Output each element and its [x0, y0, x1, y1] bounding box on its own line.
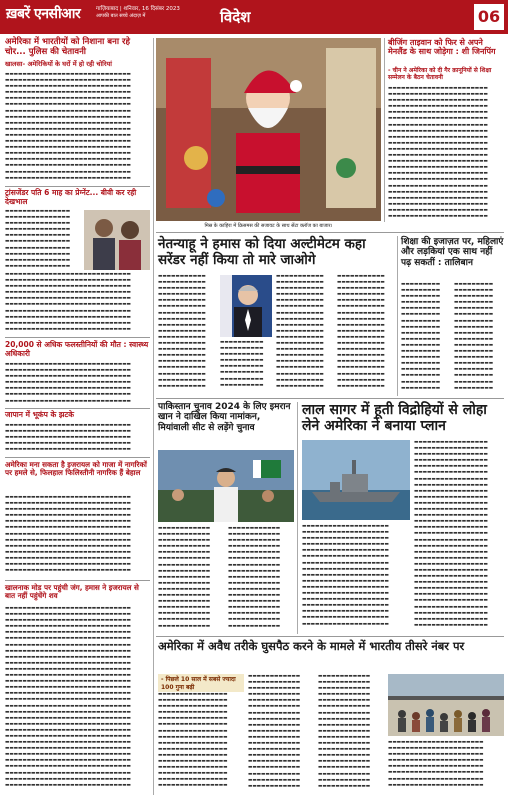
netanyahu-body-col1: ▬▬▬▬▬▬▬▬▬▬▬ ▬▬▬▬▬▬▬▬▬▬▬ ▬▬▬▬▬▬▬▬▬▬▬ ▬▬▬▬▬▬▬▬▬▬▬ ▬▬▬▬▬▬▬▬▬▬▬ ▬▬▬▬▬▬▬▬▬▬▬ ▬▬▬▬▬▬▬▬▬▬▬ ▬▬▬▬▬▬▬▬▬▬▬ ▬▬▬▬▬▬▬▬▬▬▬ ▬▬▬▬▬▬▬▬▬▬▬ ▬▬▬▬▬▬▬▬▬▬▬ ▬▬▬▬▬▬▬▬▬▬▬ ▬▬▬▬▬▬▬▬▬▬▬ ▬▬▬▬▬▬▬▬▬▬▬ ▬▬▬▬▬▬▬▬▬▬▬ ▬▬▬▬▬▬▬▬▬▬▬ ▬▬▬▬▬▬▬▬▬▬▬ ▬▬▬▬▬▬▬▬▬▬▬ ▬▬▬▬▬▬▬▬▬▬▬ — [158, 274, 206, 389]
usa-body-col4: ▬▬▬▬▬▬▬▬▬▬▬▬▬▬▬▬▬▬▬▬▬▬ ▬▬▬▬▬▬▬▬▬▬▬▬▬▬▬▬▬▬▬▬▬▬ ▬▬▬▬▬▬▬▬▬▬▬▬▬▬▬▬▬▬▬▬▬▬ ▬▬▬▬▬▬▬▬▬▬▬▬▬▬▬▬▬▬▬▬▬▬ ▬▬▬▬▬▬▬▬▬▬▬▬▬▬▬▬▬▬▬▬▬▬ ▬▬▬▬▬▬▬▬▬▬▬▬▬▬▬▬▬▬▬▬▬▬ ▬▬▬▬▬▬▬▬▬▬▬▬▬▬▬▬▬▬▬▬▬▬ ▬▬▬▬▬▬▬▬▬▬▬▬▬▬▬▬▬▬▬▬▬▬ — [388, 740, 484, 788]
story1-body: ▬▬▬▬▬▬▬▬▬▬▬▬▬▬▬▬▬▬▬▬▬▬▬▬▬▬▬▬▬ ▬▬▬▬▬▬▬▬▬▬▬▬▬▬▬▬▬▬▬▬▬▬▬▬▬▬▬▬▬ ▬▬▬▬▬▬▬▬▬▬▬▬▬▬▬▬▬▬▬▬▬▬▬▬▬▬▬▬▬ ▬▬▬▬▬▬▬▬▬▬▬▬▬▬▬▬▬▬▬▬▬▬▬▬▬▬▬▬▬ ▬▬▬▬▬▬▬▬▬▬▬▬▬▬▬▬▬▬▬▬▬▬▬▬▬▬▬▬▬ ▬▬▬▬▬▬▬▬▬▬▬▬▬▬▬▬▬▬▬▬▬▬▬▬▬▬▬▬▬ ▬▬▬▬▬▬▬▬▬▬▬▬▬▬▬▬▬▬▬▬▬▬▬▬▬▬▬▬▬ ▬▬▬▬▬▬▬▬▬▬▬▬▬▬▬▬▬▬▬▬▬▬▬▬▬▬▬▬▬ ▬▬▬▬▬▬▬▬▬▬▬▬▬▬▬▬▬▬▬▬▬▬▬▬▬▬▬▬▬ ▬▬▬▬▬▬▬▬▬▬▬▬▬▬▬▬▬▬▬▬▬▬▬▬▬▬▬▬▬ ▬▬▬▬▬▬▬▬▬▬▬▬▬▬▬▬▬▬▬▬▬▬▬▬▬▬▬▬▬ ▬▬▬▬▬▬▬▬▬▬▬▬▬▬▬▬▬▬▬▬▬▬▬▬▬▬▬▬▬ ▬▬▬▬▬▬▬▬▬▬▬▬▬▬▬▬▬▬▬▬▬▬▬▬▬▬▬▬▬ ▬▬▬▬▬▬▬▬▬▬▬▬▬▬▬▬▬▬▬▬▬▬▬▬▬▬▬▬▬ ▬▬▬▬▬▬▬▬▬▬▬▬▬▬▬▬▬▬▬▬▬▬▬▬▬▬▬▬▬ ▬▬▬▬▬▬▬▬▬▬▬▬▬▬▬▬▬▬▬▬▬▬▬▬▬▬▬▬▬ ▬▬▬▬▬▬▬▬▬▬▬▬▬▬▬▬▬▬▬▬▬▬▬▬▬▬▬▬▬ ▬▬▬▬▬▬▬▬▬▬▬▬▬▬▬▬▬▬▬▬▬▬▬▬▬▬▬▬▬ — [5, 72, 131, 181]
beijing-body: ▬▬▬▬▬▬▬▬▬▬▬▬▬▬▬▬▬▬▬▬▬▬▬ ▬▬▬▬▬▬▬▬▬▬▬▬▬▬▬▬▬▬▬▬▬▬▬ ▬▬▬▬▬▬▬▬▬▬▬▬▬▬▬▬▬▬▬▬▬▬▬ ▬▬▬▬▬▬▬▬▬▬▬▬▬▬▬▬▬▬▬▬▬▬▬ ▬▬▬▬▬▬▬▬▬▬▬▬▬▬▬▬▬▬▬▬▬▬▬ ▬▬▬▬▬▬▬▬▬▬▬▬▬▬▬▬▬▬▬▬▬▬▬ ▬▬▬▬▬▬▬▬▬▬▬▬▬▬▬▬▬▬▬▬▬▬▬ ▬▬▬▬▬▬▬▬▬▬▬▬▬▬▬▬▬▬▬▬▬▬▬ ▬▬▬▬▬▬▬▬▬▬▬▬▬▬▬▬▬▬▬▬▬▬▬ ▬▬▬▬▬▬▬▬▬▬▬▬▬▬▬▬▬▬▬▬▬▬▬ ▬▬▬▬▬▬▬▬▬▬▬▬▬▬▬▬▬▬▬▬▬▬▬ ▬▬▬▬▬▬▬▬▬▬▬▬▬▬▬▬▬▬▬▬▬▬▬ ▬▬▬▬▬▬▬▬▬▬▬▬▬▬▬▬▬▬▬▬▬▬▬ ▬▬▬▬▬▬▬▬▬▬▬▬▬▬▬▬▬▬▬▬▬▬▬ ▬▬▬▬▬▬▬▬▬▬▬▬▬▬▬▬▬▬▬▬▬▬▬ ▬▬▬▬▬▬▬▬▬▬▬▬▬▬▬▬▬▬▬▬▬▬▬ ▬▬▬▬▬▬▬▬▬▬▬▬▬▬▬▬▬▬▬▬▬▬▬ ▬▬▬▬▬▬▬▬▬▬▬▬▬▬▬▬▬▬▬▬▬▬▬ ▬▬▬▬▬▬▬▬▬▬▬▬▬▬▬▬▬▬▬▬▬▬▬ ▬▬▬▬▬▬▬▬▬▬▬▬▬▬▬▬▬▬▬▬▬▬▬ ▬▬▬▬▬▬▬▬▬▬▬▬▬▬▬▬▬▬▬▬▬▬▬ ▬▬▬▬▬▬▬▬▬▬▬▬▬▬▬▬▬▬▬▬▬▬▬ — [388, 86, 488, 219]
netanyahu-body-col3: ▬▬▬▬▬▬▬▬▬▬▬ ▬▬▬▬▬▬▬▬▬▬▬ ▬▬▬▬▬▬▬▬▬▬▬ ▬▬▬▬▬▬▬▬▬▬▬ ▬▬▬▬▬▬▬▬▬▬▬ ▬▬▬▬▬▬▬▬▬▬▬ ▬▬▬▬▬▬▬▬▬▬▬ ▬▬▬▬▬▬▬▬▬▬▬ ▬▬▬▬▬▬▬▬▬▬▬ ▬▬▬▬▬▬▬▬▬▬▬ ▬▬▬▬▬▬▬▬▬▬▬ ▬▬▬▬▬▬▬▬▬▬▬ ▬▬▬▬▬▬▬▬▬▬▬ ▬▬▬▬▬▬▬▬▬▬▬ ▬▬▬▬▬▬▬▬▬▬▬ ▬▬▬▬▬▬▬▬▬▬▬ ▬▬▬▬▬▬▬▬▬▬▬ ▬▬▬▬▬▬▬▬▬▬▬ ▬▬▬▬▬▬▬▬▬▬▬ — [276, 274, 324, 389]
divider — [5, 186, 150, 187]
beijing-subhead: - चीन ने अमेरिका को दी गैर क़ानूनियों से शिक्षा सम्मेलन के बैठन चेतावनी — [388, 67, 492, 82]
story4-headline: जापान में भूकंप के झटके — [5, 410, 75, 419]
santa-market-photo — [156, 38, 381, 221]
usa-body-col2: ▬▬▬▬▬▬▬▬▬▬▬▬ ▬▬▬▬▬▬▬▬▬▬▬▬ ▬▬▬▬▬▬▬▬▬▬▬▬ ▬▬▬▬▬▬▬▬▬▬▬▬ ▬▬▬▬▬▬▬▬▬▬▬▬ ▬▬▬▬▬▬▬▬▬▬▬▬ ▬▬▬▬▬▬▬▬▬▬▬▬ ▬▬▬▬▬▬▬▬▬▬▬▬ ▬▬▬▬▬▬▬▬▬▬▬▬ ▬▬▬▬▬▬▬▬▬▬▬▬ ▬▬▬▬▬▬▬▬▬▬▬▬ ▬▬▬▬▬▬▬▬▬▬▬▬ ▬▬▬▬▬▬▬▬▬▬▬▬ ▬▬▬▬▬▬▬▬▬▬▬▬ ▬▬▬▬▬▬▬▬▬▬▬▬ ▬▬▬▬▬▬▬▬▬▬▬▬ ▬▬▬▬▬▬▬▬▬▬▬▬ ▬▬▬▬▬▬▬▬▬▬▬▬ ▬▬▬▬▬▬▬▬▬▬▬▬ — [248, 674, 301, 789]
column-rule — [397, 236, 398, 396]
date-line: गाज़ियाबाद | शनिवार, 16 दिसंबर 2023 — [96, 6, 180, 12]
warship-photo — [302, 440, 410, 520]
imran-body-col2: ▬▬▬▬▬▬▬▬▬▬▬▬ ▬▬▬▬▬▬▬▬▬▬▬▬ ▬▬▬▬▬▬▬▬▬▬▬▬ ▬▬▬▬▬▬▬▬▬▬▬▬ ▬▬▬▬▬▬▬▬▬▬▬▬ ▬▬▬▬▬▬▬▬▬▬▬▬ ▬▬▬▬▬▬▬▬▬▬▬▬ ▬▬▬▬▬▬▬▬▬▬▬▬ ▬▬▬▬▬▬▬▬▬▬▬▬ ▬▬▬▬▬▬▬▬▬▬▬▬ ▬▬▬▬▬▬▬▬▬▬▬▬ ▬▬▬▬▬▬▬▬▬▬▬▬ ▬▬▬▬▬▬▬▬▬▬▬▬ ▬▬▬▬▬▬▬▬▬▬▬▬ ▬▬▬▬▬▬▬▬▬▬▬▬ ▬▬▬▬▬▬▬▬▬▬▬▬ ▬▬▬▬▬▬▬▬▬▬▬▬ — [228, 526, 281, 629]
imran-body-col1: ▬▬▬▬▬▬▬▬▬▬▬▬ ▬▬▬▬▬▬▬▬▬▬▬▬ ▬▬▬▬▬▬▬▬▬▬▬▬ ▬▬▬▬▬▬▬▬▬▬▬▬ ▬▬▬▬▬▬▬▬▬▬▬▬ ▬▬▬▬▬▬▬▬▬▬▬▬ ▬▬▬▬▬▬▬▬▬▬▬▬ ▬▬▬▬▬▬▬▬▬▬▬▬ ▬▬▬▬▬▬▬▬▬▬▬▬ ▬▬▬▬▬▬▬▬▬▬▬▬ ▬▬▬▬▬▬▬▬▬▬▬▬ ▬▬▬▬▬▬▬▬▬▬▬▬ ▬▬▬▬▬▬▬▬▬▬▬▬ ▬▬▬▬▬▬▬▬▬▬▬▬ ▬▬▬▬▬▬▬▬▬▬▬▬ ▬▬▬▬▬▬▬▬▬▬▬▬ ▬▬▬▬▬▬▬▬▬▬▬▬ — [158, 526, 211, 629]
divider — [5, 408, 150, 409]
divider — [156, 636, 504, 637]
border-crossing-photo — [388, 674, 504, 736]
divider — [5, 580, 150, 581]
story4-body: ▬▬▬▬▬▬▬▬▬▬▬▬▬▬▬▬▬▬▬▬▬▬▬▬▬▬▬▬▬ ▬▬▬▬▬▬▬▬▬▬▬▬▬▬▬▬▬▬▬▬▬▬▬▬▬▬▬▬▬ ▬▬▬▬▬▬▬▬▬▬▬▬▬▬▬▬▬▬▬▬▬▬▬▬▬▬▬▬▬ ▬▬▬▬▬▬▬▬▬▬▬▬▬▬▬▬▬▬▬▬▬▬▬▬▬▬▬▬▬ ▬▬▬▬▬▬▬▬▬▬▬▬▬▬▬▬▬▬▬▬▬▬▬▬▬▬▬▬▬ — [5, 423, 131, 453]
usa-body-col3: ▬▬▬▬▬▬▬▬▬▬▬▬ ▬▬▬▬▬▬▬▬▬▬▬▬ ▬▬▬▬▬▬▬▬▬▬▬▬ ▬▬▬▬▬▬▬▬▬▬▬▬ ▬▬▬▬▬▬▬▬▬▬▬▬ ▬▬▬▬▬▬▬▬▬▬▬▬ ▬▬▬▬▬▬▬▬▬▬▬▬ ▬▬▬▬▬▬▬▬▬▬▬▬ ▬▬▬▬▬▬▬▬▬▬▬▬ ▬▬▬▬▬▬▬▬▬▬▬▬ ▬▬▬▬▬▬▬▬▬▬▬▬ ▬▬▬▬▬▬▬▬▬▬▬▬ ▬▬▬▬▬▬▬▬▬▬▬▬ ▬▬▬▬▬▬▬▬▬▬▬▬ ▬▬▬▬▬▬▬▬▬▬▬▬ ▬▬▬▬▬▬▬▬▬▬▬▬ ▬▬▬▬▬▬▬▬▬▬▬▬ ▬▬▬▬▬▬▬▬▬▬▬▬ ▬▬▬▬▬▬▬▬▬▬▬▬ — [318, 674, 371, 789]
story6-body: ▬▬▬▬▬▬▬▬▬▬▬▬▬▬▬▬▬▬▬▬▬▬▬▬▬▬▬▬▬ ▬▬▬▬▬▬▬▬▬▬▬▬▬▬▬▬▬▬▬▬▬▬▬▬▬▬▬▬▬ ▬▬▬▬▬▬▬▬▬▬▬▬▬▬▬▬▬▬▬▬▬▬▬▬▬▬▬▬▬ ▬▬▬▬▬▬▬▬▬▬▬▬▬▬▬▬▬▬▬▬▬▬▬▬▬▬▬▬▬ ▬▬▬▬▬▬▬▬▬▬▬▬▬▬▬▬▬▬▬▬▬▬▬▬▬▬▬▬▬ ▬▬▬▬▬▬▬▬▬▬▬▬▬▬▬▬▬▬▬▬▬▬▬▬▬▬▬▬▬ ▬▬▬▬▬▬▬▬▬▬▬▬▬▬▬▬▬▬▬▬▬▬▬▬▬▬▬▬▬ ▬▬▬▬▬▬▬▬▬▬▬▬▬▬▬▬▬▬▬▬▬▬▬▬▬▬▬▬▬ ▬▬▬▬▬▬▬▬▬▬▬▬▬▬▬▬▬▬▬▬▬▬▬▬▬▬▬▬▬ ▬▬▬▬▬▬▬▬▬▬▬▬▬▬▬▬▬▬▬▬▬▬▬▬▬▬▬▬▬ ▬▬▬▬▬▬▬▬▬▬▬▬▬▬▬▬▬▬▬▬▬▬▬▬▬▬▬▬▬ ▬▬▬▬▬▬▬▬▬▬▬▬▬▬▬▬▬▬▬▬▬▬▬▬▬▬▬▬▬ ▬▬▬▬▬▬▬▬▬▬▬▬▬▬▬▬▬▬▬▬▬▬▬▬▬▬▬▬▬ ▬▬▬▬▬▬▬▬▬▬▬▬▬▬▬▬▬▬▬▬▬▬▬▬▬▬▬▬▬ ▬▬▬▬▬▬▬▬▬▬▬▬▬▬▬▬▬▬▬▬▬▬▬▬▬▬▬▬▬ ▬▬▬▬▬▬▬▬▬▬▬▬▬▬▬▬▬▬▬▬▬▬▬▬▬▬▬▬▬ ▬▬▬▬▬▬▬▬▬▬▬▬▬▬▬▬▬▬▬▬▬▬▬▬▬▬▬▬▬ ▬▬▬▬▬▬▬▬▬▬▬▬▬▬▬▬▬▬▬▬▬▬▬▬▬▬▬▬▬ ▬▬▬▬▬▬▬▬▬▬▬▬▬▬▬▬▬▬▬▬▬▬▬▬▬▬▬▬▬ ▬▬▬▬▬▬▬▬▬▬▬▬▬▬▬▬▬▬▬▬▬▬▬▬▬▬▬▬▬ ▬▬▬▬▬▬▬▬▬▬▬▬▬▬▬▬▬▬▬▬▬▬▬▬▬▬▬▬▬ ▬▬▬▬▬▬▬▬▬▬▬▬▬▬▬▬▬▬▬▬▬▬▬▬▬▬▬▬▬ ▬▬▬▬▬▬▬▬▬▬▬▬▬▬▬▬▬▬▬▬▬▬▬▬▬▬▬▬▬ ▬▬▬▬▬▬▬▬▬▬▬▬▬▬▬▬▬▬▬▬▬▬▬▬▬▬▬▬▬ ▬▬▬▬▬▬▬▬▬▬▬▬▬▬▬▬▬▬▬▬▬▬▬▬▬▬▬▬▬ ▬▬▬▬▬▬▬▬▬▬▬▬▬▬▬▬▬▬▬▬▬▬▬▬▬▬▬▬▬ ▬▬▬▬▬▬▬▬▬▬▬▬▬▬▬▬▬▬▬▬▬▬▬▬▬▬▬▬▬ ▬▬▬▬▬▬▬▬▬▬▬▬▬▬▬▬▬▬▬▬▬▬▬▬▬▬▬▬▬ ▬▬▬▬▬▬▬▬▬▬▬▬▬▬▬▬▬▬▬▬▬▬▬▬▬▬▬▬▬ ▬▬▬▬▬▬▬▬▬▬▬▬▬▬▬▬▬▬▬▬▬▬▬▬▬▬▬▬▬ — [5, 606, 131, 788]
slogan: आपकी बात सच्चे अंदाज़ में — [96, 13, 146, 19]
santa-caption: मिस्र के काहिरा में क्रिसमस की सजावट के साथ सेंटा क्लॉज का बाजार। — [204, 223, 333, 229]
divider — [5, 457, 150, 458]
story1-headline: अमेरिका में भारतीयों को निशाना बना रहे चोर... पुलिस की चेतावनी — [5, 37, 130, 57]
paper-logo: ख़बरें एनसीआर — [6, 6, 81, 22]
taliban-body-col2: ▬▬▬▬▬▬▬▬▬ ▬▬▬▬▬▬▬▬▬ ▬▬▬▬▬▬▬▬▬ ▬▬▬▬▬▬▬▬▬ ▬▬▬▬▬▬▬▬▬ ▬▬▬▬▬▬▬▬▬ ▬▬▬▬▬▬▬▬▬ ▬▬▬▬▬▬▬▬▬ ▬▬▬▬▬▬▬▬▬ ▬▬▬▬▬▬▬▬▬ ▬▬▬▬▬▬▬▬▬ ▬▬▬▬▬▬▬▬▬ ▬▬▬▬▬▬▬▬▬ ▬▬▬▬▬▬▬▬▬ ▬▬▬▬▬▬▬▬▬ ▬▬▬▬▬▬▬▬▬ ▬▬▬▬▬▬▬▬▬ ▬▬▬▬▬▬▬▬▬ — [454, 282, 494, 391]
imran-rally-art — [158, 450, 294, 522]
divider — [156, 232, 504, 233]
story3-body: ▬▬▬▬▬▬▬▬▬▬▬▬▬▬▬▬▬▬▬▬▬▬▬▬▬▬▬▬▬ ▬▬▬▬▬▬▬▬▬▬▬▬▬▬▬▬▬▬▬▬▬▬▬▬▬▬▬▬▬ ▬▬▬▬▬▬▬▬▬▬▬▬▬▬▬▬▬▬▬▬▬▬▬▬▬▬▬▬▬ ▬▬▬▬▬▬▬▬▬▬▬▬▬▬▬▬▬▬▬▬▬▬▬▬▬▬▬▬▬ ▬▬▬▬▬▬▬▬▬▬▬▬▬▬▬▬▬▬▬▬▬▬▬▬▬▬▬▬▬ ▬▬▬▬▬▬▬▬▬▬▬▬▬▬▬▬▬▬▬▬▬▬▬▬▬▬▬▬▬ ▬▬▬▬▬▬▬▬▬▬▬▬▬▬▬▬▬▬▬▬▬▬▬▬▬▬▬▬▬ — [5, 362, 131, 404]
redsea-headline: लाल सागर में हूती विद्रोहियों से लोहा लेने अमेरिका ने बनाया प्लान — [302, 402, 487, 435]
beijing-headline: बीजिंग ताइवान को फिर से अपने मेनलैंड के साथ जोड़ेगा : शी जिनपिंग — [388, 38, 496, 57]
netanyahu-body-col2: ▬▬▬▬▬▬▬▬▬▬ ▬▬▬▬▬▬▬▬▬▬ ▬▬▬▬▬▬▬▬▬▬ ▬▬▬▬▬▬▬▬▬▬ ▬▬▬▬▬▬▬▬▬▬ ▬▬▬▬▬▬▬▬▬▬ ▬▬▬▬▬▬▬▬▬▬ ▬▬▬▬▬▬▬▬▬▬ — [220, 340, 264, 388]
taliban-body-col1: ▬▬▬▬▬▬▬▬▬ ▬▬▬▬▬▬▬▬▬ ▬▬▬▬▬▬▬▬▬ ▬▬▬▬▬▬▬▬▬ ▬▬▬▬▬▬▬▬▬ ▬▬▬▬▬▬▬▬▬ ▬▬▬▬▬▬▬▬▬ ▬▬▬▬▬▬▬▬▬ ▬▬▬▬▬▬▬▬▬ ▬▬▬▬▬▬▬▬▬ ▬▬▬▬▬▬▬▬▬ ▬▬▬▬▬▬▬▬▬ ▬▬▬▬▬▬▬▬▬ ▬▬▬▬▬▬▬▬▬ ▬▬▬▬▬▬▬▬▬ ▬▬▬▬▬▬▬▬▬ ▬▬▬▬▬▬▬▬▬ ▬▬▬▬▬▬▬▬▬ — [401, 282, 441, 391]
story3-headline: 20,000 से अधिक फलस्तीनियों की मौत : स्वास्थ्य अधिकारी — [5, 340, 149, 358]
netanyahu-body-col4: ▬▬▬▬▬▬▬▬▬▬▬ ▬▬▬▬▬▬▬▬▬▬▬ ▬▬▬▬▬▬▬▬▬▬▬ ▬▬▬▬▬▬▬▬▬▬▬ ▬▬▬▬▬▬▬▬▬▬▬ ▬▬▬▬▬▬▬▬▬▬▬ ▬▬▬▬▬▬▬▬▬▬▬ ▬▬▬▬▬▬▬▬▬▬▬ ▬▬▬▬▬▬▬▬▬▬▬ ▬▬▬▬▬▬▬▬▬▬▬ ▬▬▬▬▬▬▬▬▬▬▬ ▬▬▬▬▬▬▬▬▬▬▬ ▬▬▬▬▬▬▬▬▬▬▬ ▬▬▬▬▬▬▬▬▬▬▬ ▬▬▬▬▬▬▬▬▬▬▬ ▬▬▬▬▬▬▬▬▬▬▬ ▬▬▬▬▬▬▬▬▬▬▬ ▬▬▬▬▬▬▬▬▬▬▬ ▬▬▬▬▬▬▬▬▬▬▬ — [337, 274, 385, 389]
story6-headline: खालनाक मोड पर पहुंची जंग, हमास ने इजरायल से बात नहीं पहुंचेंगे शव — [5, 583, 139, 601]
imran-rally-photo — [158, 450, 294, 522]
section-title: विदेश — [220, 8, 251, 26]
usa-headline: अमेरिका में अवैध तरीके घुसपैठ करने के मामले में भारतीय तीसरे नंबर पर — [158, 639, 465, 653]
netanyahu-headline: नेतन्याहू ने हमास को दिया अल्टीमेटम कहा सरेंडर नहीं किया तो मारे जाओगे — [158, 236, 366, 268]
story2-body-cont: ▬▬▬▬▬▬▬▬▬▬▬▬▬▬▬▬▬▬▬▬▬▬▬▬▬▬▬▬▬ ▬▬▬▬▬▬▬▬▬▬▬▬▬▬▬▬▬▬▬▬▬▬▬▬▬▬▬▬▬ ▬▬▬▬▬▬▬▬▬▬▬▬▬▬▬▬▬▬▬▬▬▬▬▬▬▬▬▬▬ ▬▬▬▬▬▬▬▬▬▬▬▬▬▬▬▬▬▬▬▬▬▬▬▬▬▬▬▬▬ ▬▬▬▬▬▬▬▬▬▬▬▬▬▬▬▬▬▬▬▬▬▬▬▬▬▬▬▬▬ ▬▬▬▬▬▬▬▬▬▬▬▬▬▬▬▬▬▬▬▬▬▬▬▬▬▬▬▬▬ ▬▬▬▬▬▬▬▬▬▬▬▬▬▬▬▬▬▬▬▬▬▬▬▬▬▬▬▬▬ ▬▬▬▬▬▬▬▬▬▬▬▬▬▬▬▬▬▬▬▬▬▬▬▬▬▬▬▬▬ ▬▬▬▬▬▬▬▬▬▬▬▬▬▬▬▬▬▬▬▬▬▬▬▬▬▬▬▬▬ ▬▬▬▬▬▬▬▬▬▬▬▬▬▬▬▬▬▬▬▬▬▬▬▬▬▬▬▬▬ — [5, 272, 131, 332]
story5-headline: अमेरिका मना सकता है इजरायल को गाजा में नागरिकों पर हमले से, फिलहाल फिलिस्तीनी नागरिक हैं बेहाल — [5, 460, 147, 478]
imran-headline: पाकिस्तान चुनाव 2024 के लिए इमरान खान ने दाखिल किया नामांकन, मियांवाली सीट से लड़ेंगे चुनाव — [158, 402, 291, 433]
usa-body-col1: ▬▬▬▬▬▬▬▬▬▬▬▬▬▬▬▬ ▬▬▬▬▬▬▬▬▬▬▬▬▬▬▬▬ ▬▬▬▬▬▬▬▬▬▬▬▬▬▬▬▬ ▬▬▬▬▬▬▬▬▬▬▬▬▬▬▬▬ ▬▬▬▬▬▬▬▬▬▬▬▬▬▬▬▬ ▬▬▬▬▬▬▬▬▬▬▬▬▬▬▬▬ ▬▬▬▬▬▬▬▬▬▬▬▬▬▬▬▬ ▬▬▬▬▬▬▬▬▬▬▬▬▬▬▬▬ ▬▬▬▬▬▬▬▬▬▬▬▬▬▬▬▬ ▬▬▬▬▬▬▬▬▬▬▬▬▬▬▬▬ ▬▬▬▬▬▬▬▬▬▬▬▬▬▬▬▬ ▬▬▬▬▬▬▬▬▬▬▬▬▬▬▬▬ ▬▬▬▬▬▬▬▬▬▬▬▬▬▬▬▬ ▬▬▬▬▬▬▬▬▬▬▬▬▬▬▬▬ ▬▬▬▬▬▬▬▬▬▬▬▬▬▬▬▬ ▬▬▬▬▬▬▬▬▬▬▬▬▬▬▬▬ — [158, 692, 228, 789]
santa-market-art — [156, 38, 381, 221]
netanyahu-photo-art — [220, 275, 272, 337]
redsea-body-col2: ▬▬▬▬▬▬▬▬▬▬▬▬▬▬▬▬▬ ▬▬▬▬▬▬▬▬▬▬▬▬▬▬▬▬▬ ▬▬▬▬▬▬▬▬▬▬▬▬▬▬▬▬▬ ▬▬▬▬▬▬▬▬▬▬▬▬▬▬▬▬▬ ▬▬▬▬▬▬▬▬▬▬▬▬▬▬▬▬▬ ▬▬▬▬▬▬▬▬▬▬▬▬▬▬▬▬▬ ▬▬▬▬▬▬▬▬▬▬▬▬▬▬▬▬▬ ▬▬▬▬▬▬▬▬▬▬▬▬▬▬▬▬▬ ▬▬▬▬▬▬▬▬▬▬▬▬▬▬▬▬▬ ▬▬▬▬▬▬▬▬▬▬▬▬▬▬▬▬▬ ▬▬▬▬▬▬▬▬▬▬▬▬▬▬▬▬▬ ▬▬▬▬▬▬▬▬▬▬▬▬▬▬▬▬▬ ▬▬▬▬▬▬▬▬▬▬▬▬▬▬▬▬▬ ▬▬▬▬▬▬▬▬▬▬▬▬▬▬▬▬▬ ▬▬▬▬▬▬▬▬▬▬▬▬▬▬▬▬▬ ▬▬▬▬▬▬▬▬▬▬▬▬▬▬▬▬▬ ▬▬▬▬▬▬▬▬▬▬▬▬▬▬▬▬▬ ▬▬▬▬▬▬▬▬▬▬▬▬▬▬▬▬▬ ▬▬▬▬▬▬▬▬▬▬▬▬▬▬▬▬▬ ▬▬▬▬▬▬▬▬▬▬▬▬▬▬▬▬▬ ▬▬▬▬▬▬▬▬▬▬▬▬▬▬▬▬▬ ▬▬▬▬▬▬▬▬▬▬▬▬▬▬▬▬▬ ▬▬▬▬▬▬▬▬▬▬▬▬▬▬▬▬▬ ▬▬▬▬▬▬▬▬▬▬▬▬▬▬▬▬▬ ▬▬▬▬▬▬▬▬▬▬▬▬▬▬▬▬▬ ▬▬▬▬▬▬▬▬▬▬▬▬▬▬▬▬▬ ▬▬▬▬▬▬▬▬▬▬▬▬▬▬▬▬▬ ▬▬▬▬▬▬▬▬▬▬▬▬▬▬▬▬▬ ▬▬▬▬▬▬▬▬▬▬▬▬▬▬▬▬▬ ▬▬▬▬▬▬▬▬▬▬▬▬▬▬▬▬▬ ▬▬▬▬▬▬▬▬▬▬▬▬▬▬▬▬▬ — [414, 440, 488, 628]
column-rule — [297, 402, 298, 634]
page-number: 06 — [474, 4, 504, 30]
column-rule — [384, 38, 385, 222]
story1-subhead: खालसा- अमेरिकियों के घरों में हो रही चोरियां — [5, 60, 112, 68]
redsea-body-col1: ▬▬▬▬▬▬▬▬▬▬▬▬▬▬▬▬▬▬▬▬ ▬▬▬▬▬▬▬▬▬▬▬▬▬▬▬▬▬▬▬▬ ▬▬▬▬▬▬▬▬▬▬▬▬▬▬▬▬▬▬▬▬ ▬▬▬▬▬▬▬▬▬▬▬▬▬▬▬▬▬▬▬▬ ▬▬▬▬▬▬▬▬▬▬▬▬▬▬▬▬▬▬▬▬ ▬▬▬▬▬▬▬▬▬▬▬▬▬▬▬▬▬▬▬▬ ▬▬▬▬▬▬▬▬▬▬▬▬▬▬▬▬▬▬▬▬ ▬▬▬▬▬▬▬▬▬▬▬▬▬▬▬▬▬▬▬▬ ▬▬▬▬▬▬▬▬▬▬▬▬▬▬▬▬▬▬▬▬ ▬▬▬▬▬▬▬▬▬▬▬▬▬▬▬▬▬▬▬▬ ▬▬▬▬▬▬▬▬▬▬▬▬▬▬▬▬▬▬▬▬ ▬▬▬▬▬▬▬▬▬▬▬▬▬▬▬▬▬▬▬▬ ▬▬▬▬▬▬▬▬▬▬▬▬▬▬▬▬▬▬▬▬ ▬▬▬▬▬▬▬▬▬▬▬▬▬▬▬▬▬▬▬▬ ▬▬▬▬▬▬▬▬▬▬▬▬▬▬▬▬▬▬▬▬ ▬▬▬▬▬▬▬▬▬▬▬▬▬▬▬▬▬▬▬▬ ▬▬▬▬▬▬▬▬▬▬▬▬▬▬▬▬▬▬▬▬ — [302, 524, 389, 627]
masthead — [0, 0, 508, 34]
border-crossing-art — [388, 674, 504, 736]
column-rule — [153, 38, 154, 795]
usa-box-title: - पिछले 10 साल में सबसे ज्यादा 100 गुना बढ़ी — [158, 674, 244, 692]
story2-headline: ट्रांसजेंडर पति 6 माह का प्रेग्नेंट... बीवी कर रही देखभाल — [5, 188, 137, 206]
taliban-headline: शिक्षा की इजाज़त पर, महिलाएं और लड़कियां एक साथ नहीं पढ़ सकतीं : तालिबान — [401, 237, 504, 268]
story2-body: ▬▬▬▬▬▬▬▬▬▬▬▬▬▬▬ ▬▬▬▬▬▬▬▬▬▬▬▬▬▬▬ ▬▬▬▬▬▬▬▬▬▬▬▬▬▬▬ ▬▬▬▬▬▬▬▬▬▬▬▬▬▬▬ ▬▬▬▬▬▬▬▬▬▬▬▬▬▬▬ ▬▬▬▬▬▬▬▬▬▬▬▬▬▬▬ ▬▬▬▬▬▬▬▬▬▬▬▬▬▬▬ ▬▬▬▬▬▬▬▬▬▬▬▬▬▬▬ ▬▬▬▬▬▬▬▬▬▬▬▬▬▬▬ ▬▬▬▬▬▬▬▬▬▬▬▬▬▬▬ — [5, 209, 71, 269]
warship-art — [302, 440, 410, 520]
couple-photo-art — [84, 210, 150, 270]
divider — [156, 398, 504, 399]
couple-photo — [84, 210, 150, 270]
netanyahu-photo — [220, 275, 272, 337]
story5-body: ▬▬▬▬▬▬▬▬▬▬▬▬▬▬▬▬▬▬▬▬▬▬▬▬▬▬▬▬▬ ▬▬▬▬▬▬▬▬▬▬▬▬▬▬▬▬▬▬▬▬▬▬▬▬▬▬▬▬▬ ▬▬▬▬▬▬▬▬▬▬▬▬▬▬▬▬▬▬▬▬▬▬▬▬▬▬▬▬▬ ▬▬▬▬▬▬▬▬▬▬▬▬▬▬▬▬▬▬▬▬▬▬▬▬▬▬▬▬▬ ▬▬▬▬▬▬▬▬▬▬▬▬▬▬▬▬▬▬▬▬▬▬▬▬▬▬▬▬▬ ▬▬▬▬▬▬▬▬▬▬▬▬▬▬▬▬▬▬▬▬▬▬▬▬▬▬▬▬▬ ▬▬▬▬▬▬▬▬▬▬▬▬▬▬▬▬▬▬▬▬▬▬▬▬▬▬▬▬▬ ▬▬▬▬▬▬▬▬▬▬▬▬▬▬▬▬▬▬▬▬▬▬▬▬▬▬▬▬▬ ▬▬▬▬▬▬▬▬▬▬▬▬▬▬▬▬▬▬▬▬▬▬▬▬▬▬▬▬▬ ▬▬▬▬▬▬▬▬▬▬▬▬▬▬▬▬▬▬▬▬▬▬▬▬▬▬▬▬▬ ▬▬▬▬▬▬▬▬▬▬▬▬▬▬▬▬▬▬▬▬▬▬▬▬▬▬▬▬▬ ▬▬▬▬▬▬▬▬▬▬▬▬▬▬▬▬▬▬▬▬▬▬▬▬▬▬▬▬▬ ▬▬▬▬▬▬▬▬▬▬▬▬▬▬▬▬▬▬▬▬▬▬▬▬▬▬▬▬▬ — [5, 495, 131, 574]
divider — [5, 337, 150, 338]
